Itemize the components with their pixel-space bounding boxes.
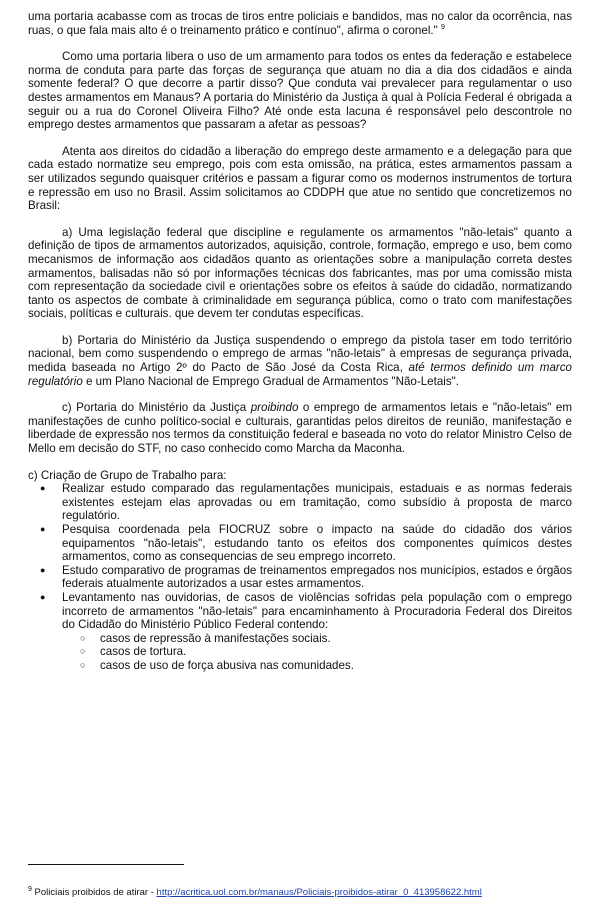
- footnote-number: 9: [28, 885, 32, 893]
- list-item: ● Realizar estudo comparado das regulamentações municipais, estaduais e as normas federais existentes estejam elas aprovadas ou em tramitação, como subsídio à proposta de marco regulatório.: [62, 482, 572, 523]
- paragraph-intro-quote: [28, 10, 572, 37]
- item-b-taser-suspension: [28, 334, 572, 388]
- list-item: [62, 591, 572, 673]
- item-b-text-start: b) Portaria do Ministério da Justiça suspendendo o emprego da pistola taser em todo território nacional, bem como suspendendo o emprego de armas "não-letais" à empresas de segurança privada, medida baseada no Artigo 2º do Pacto de São José da Costa Rica,: [28, 333, 572, 375]
- list-item-text: Levantamento nas ouvidorias, de casos de violências sofridas pela população com o emprego incorreto de armamentos "não-letais" para encaminhamento à Procuradoria Federal dos Direitos do Cidadão do Ministério Público Federal contendo:: [62, 590, 572, 632]
- sub-list-item: ○ casos de uso de força abusiva nas comunidades.: [100, 659, 572, 673]
- item-c-text-start: c) Portaria do Ministério da Justiça: [62, 401, 251, 415]
- paragraph-cddph-request: Atenta aos direitos do cidadão a liberação do emprego deste armamento e a delegação para que cada estado normatize seu emprego, pois com esta omissão, na prática, estes armamentos passam a ser utilizados segundo quaisquer critérios e passam a figurar como os modernos instrumentos de tortura e repressão em uso no Brasil. Assim solicitamos ao CDDPH que atue no sentido que concretizemos no Brasil:: [28, 144, 572, 213]
- item-working-group-heading: c) Criação de Grupo de Trabalho para:: [28, 468, 227, 482]
- footnote: [28, 887, 482, 899]
- item-b-text-end: e um Plano Nacional de Emprego Gradual de Armamentos "Não-Letais".: [82, 374, 460, 388]
- sub-list-item: ○ casos de repressão à manifestações sociais.: [100, 632, 572, 646]
- item-c-text-end: o emprego de armamentos letais e "não-letais" em manifestações de cunho político-social e culturais, garantidas pelos direitos de reunião, manifestação e liberdade de expressão nos termos da constituição federal e baseada no voto do relator Ministro Celso de Mello em decisão do STF, no caso conhecido como Marcha da Maconha.: [28, 401, 572, 456]
- list-item: ● Pesquisa coordenada pela FIOCRUZ sobre o impacto na saúde do cidadão dos vários equipamentos "não-letais", estudando tanto os efeitos dos componentes químicos destes armamentos, como as consequencias de seu emprego incorreto.: [62, 523, 572, 564]
- item-a-federal-legislation: a) Uma legislação federal que discipline e regulamente os armamentos "não-letais" quanto a definição de tipos de armamentos autorizados, aquisição, controle, formação, emprego e uso, bem como mecanismos de informação aos cidadãos quanto as orientações sobre a manipulação correta destes armamentos, balisadas não só por informações técnicas dos fabricantes, mas por uma comissão mista com representação da sociedade civil e orientações sobre os efeitos à saúde do cidadão, normatizando tanto os aspectos de combate à criminalidade em segurança pública, como o trato com manifestações sociais, políticas e culturais. que devem ter condutas específicas.: [28, 225, 572, 321]
- footnote-reference[interactable]: 9: [440, 23, 445, 31]
- paragraph-portaria-questions: Como uma portaria libera o uso de um armamento para todos os entes da federação e estabelece norma de conduta para parte das forças de segurança que atuam no dia a dia dos cidadãos e ainda somente federal? O que decorre a partir disso? Que conduta vai prevalecer para regulamentar o uso destes armamentos em Manaus? A portaria do Ministério da Justiça à qual à Polícia Federal é obrigada a seguir ou a rua do Coronel Oliveira Filho? Até onde esta lacuna é responsável pelo descontrole no emprego destes armamentos que passaram a afetar as pessoas?: [28, 50, 572, 132]
- footnote-link[interactable]: http://acritica.uol.com.br/manaus/Policiais-proibidos-atirar_0_413958622.html: [156, 887, 482, 898]
- item-c-protest-prohibition: [28, 401, 572, 455]
- working-group-list: [28, 482, 572, 672]
- item-b-emphasis: até termos definido um marco regulatório: [28, 361, 572, 388]
- footnote-divider: [28, 864, 184, 865]
- footnote-text: Policiais proibidos de atirar -: [34, 887, 157, 898]
- paragraph-intro-text: uma portaria acabasse com as trocas de tiros entre policiais e bandidos, mas no calor da ocorrência, nas ruas, o que fala mais alto é o treinamento prático e contínuo", afirma o coronel.": [28, 10, 572, 37]
- list-item: ● Estudo comparativo de programas de treinamentos empregados nos municípios, estados e órgãos federais atualmente autorizados a usar estes armamentos.: [62, 564, 572, 591]
- cases-sublist: [62, 632, 572, 673]
- sub-list-item: ○ casos de tortura.: [100, 645, 572, 659]
- item-c-emphasis: proibindo: [250, 401, 299, 415]
